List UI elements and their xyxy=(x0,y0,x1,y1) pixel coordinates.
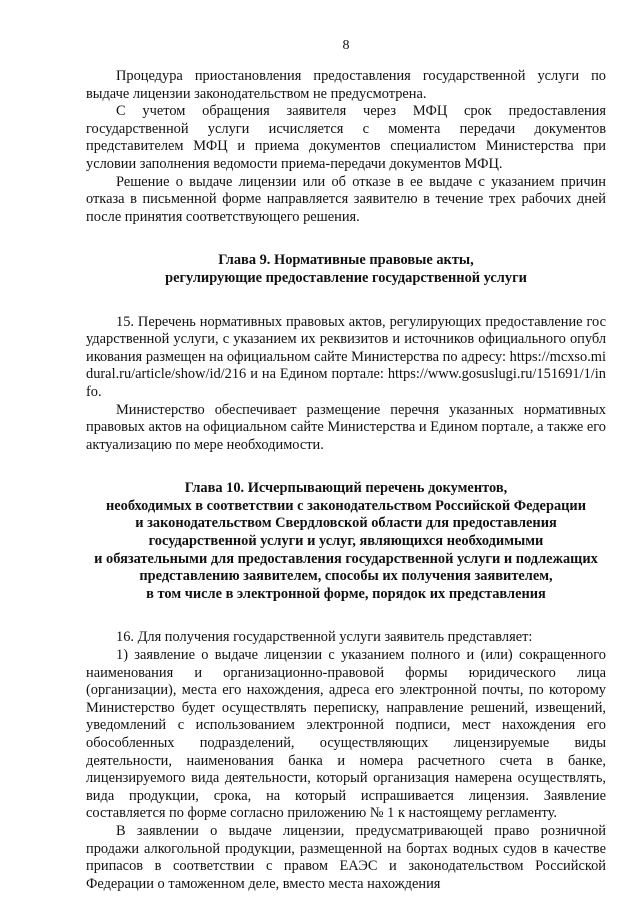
chapter-10-heading-line: Глава 10. Исчерпывающий перечень документов, xyxy=(184,480,508,497)
paragraph-ship-retail: В заявлении о выдаче лицензии, предусматривающей право розничной продажи алкогольной продукции, размещенной на бортах водных судов в качестве припасов в соответствии с правом ЕАЭС и законодательством Российской Федерации о таможенном деле, вместо места нахождения xyxy=(86,822,606,892)
chapter-10-heading-line: и законодательством Свердловской области для предоставления xyxy=(135,515,557,532)
paragraph-suspension: Процедура приостановления предоставления государственной услуги по выдаче лицензии законодательством не предусмотрена. xyxy=(86,68,606,102)
page-number: 8 xyxy=(342,38,350,53)
chapter-10-heading-line: в том числе в электронной форме, порядок их представления xyxy=(146,585,546,602)
paragraph-license-application: 1) заявление о выдаче лицензии с указанием полного и (или) сокращенного наименования и организационно-правовой формы юридического лица (организации), места его нахождения, адреса его электронной почты, по которому Министерство будет осуществлять переписку, направление решений, извещений, уведомлений с использованием электронной подписи, мест нахождения его обособленных подразделений, осуществляющих лицензируемые виды деятельности, наименования банка и номера расчетного счета в банке, лицензируемого вида деятельности, который организация намерена осуществлять, вида продукции, срока, на который испрашивается лицензия. Заявление составляется по форме согласно приложению № 1 к настоящему регламенту. xyxy=(86,647,606,822)
chapter-9-section xyxy=(86,314,606,455)
paragraph-16-documents: 16. Для получения государственной услуги заявитель представляет: xyxy=(116,629,533,646)
intro-section xyxy=(86,68,606,226)
paragraph-decision-notice: Решение о выдаче лицензии или об отказе в ее выдаче с указанием причин отказа в письменной форме направляется заявителю в течение трех рабочих дней после принятия соответствующего решения. xyxy=(86,173,606,225)
chapter-9-heading-line: Глава 9. Нормативные правовые акты, xyxy=(218,252,474,269)
chapter-10-heading-line: государственной услуги и услуг, являющихся необходимыми xyxy=(148,533,544,550)
chapter-9-heading-line: регулирующие предоставление государственной услуги xyxy=(165,269,527,286)
chapter-9-heading xyxy=(86,252,606,287)
chapter-10-heading-line: представлению заявителем, способы их получения заявителем, xyxy=(139,568,553,585)
chapter-10-heading-line: и обязательными для предоставления государственной услуги и подлежащих xyxy=(94,550,598,567)
paragraph-mfc-term: С учетом обращения заявителя через МФЦ срок предоставления государственной услуги исчисляется с момента передачи документов представителем МФЦ и приема документов специалистом Министерства при условии заполнения ведомости приема-передачи документов МФЦ. xyxy=(86,103,606,172)
chapter-10-section xyxy=(86,629,606,893)
paragraph-15-legal-acts: 15. Перечень нормативных правовых актов, регулирующих предоставление государственной услуги, с указанием их реквизитов и источников официального опубликования размещен на официальном сайте Министерства по адресу: https://mcxso.midural.ru/article/show/id/216 и на Едином портале: https://www.gosuslugi.ru/151691/1/info. xyxy=(86,313,606,400)
chapter-10-heading-line: необходимых в соответствии с законодательством Российской Федерации xyxy=(105,497,587,514)
paragraph-ministry-publication: Министерство обеспечивает размещение перечня указанных нормативных правовых актов на официальном сайте Министерства и Едином портале, а также его актуализацию по мере необходимости. xyxy=(86,401,606,453)
chapter-10-heading xyxy=(86,480,606,603)
